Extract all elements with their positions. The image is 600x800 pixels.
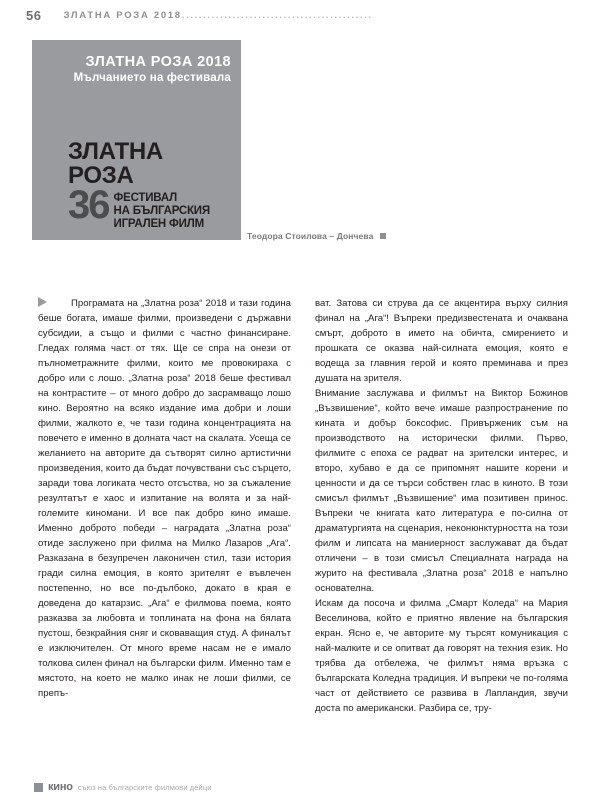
running-head bbox=[0, 0, 600, 30]
festival-poster bbox=[68, 140, 233, 231]
paragraph: Програмата на „Златна роза“ 2018 и тази година беше богата, имаше филми, произведени с държавни субсидии, а също и филми с частно финансиране. Гледах голяма част от тях. Ще се спра на онези от пълнометражните филми, които ме провокираха с добро или с лошо. „Златна роза“ 2018 беше фестивал на контрастите – от много добро до засрамващо лошо кино. Вероятно на всяко издание има добри и лоши филми, жалкото е, че тази година концентрацията на повечето е именно в долната част на скалата. Усеща се желанието на авторите да сътворят силно артистични произведения, които да бъдат почувствани със сърцето, заради това логиката често отсъства, но за съжаление резултатът е хаос и изпитание на волята и за най-големите киномани. И все пак добро кино имаше. Именно доброто победи – наградата „Златна роза“ отиде заслужено при филма на Милко Лазаров „Ага“. Разказана в безупречен лаконичен стил, тази история гради силна емоция, в която зрителят е въвлечен постепенно, но все по-дълбоко, докато в края е доведена до катарзис. „Ага“ е филмова поема, която разказва за любовта и топлината на фона на бялата пустош, безкрайния сняг и сковаващия студ. А финалът е изключителен. От много време насам не е имало толкова силен финал на български филм. Именно там е мястото, на което не малко инак не лоши филми, се препъ- bbox=[38, 298, 291, 699]
poster-line-2: НА БЪЛГАРСКИЯ bbox=[113, 204, 210, 217]
poster-edition-row bbox=[68, 183, 233, 231]
right-column bbox=[315, 296, 568, 716]
square-marker-icon bbox=[34, 783, 43, 792]
paragraph: Внимание заслужава и филмът на Виктор Божинов „Възвишение“, който вече имаше разпространение по кината и добър боксофис. Привърженик съм на производството на исторически филми. Първо, филмите с епоха се радват на зрителски интерес, и второ, хубаво е да се припомнят нашите корени и ценности и да се търси собствен глас в киното. В този смисъл филмът „Възвишение“ има позитивен принос. Въпреки че книгата като литература е по-силна от драматургията на сценария, неконюнктурността на този филм и липсата на маниерност заслужават да бъдат отличени – в този смисъл Специалната награда на журито на фестивала „Златна роза“ 2018 е напълно основателна. bbox=[315, 388, 568, 594]
footer-brand: кино bbox=[48, 781, 73, 793]
article-body bbox=[38, 296, 568, 716]
poster-edition-number: 36 bbox=[68, 183, 109, 227]
hero-subtitle: Мълчанието на фестивала bbox=[73, 72, 231, 84]
paragraph: Искам да посоча и филма „Смарт Коледа“ на Мария Веселинова, който е приятно явление на българския екран. Ясно е, че авторите му търсят комуникация с най-малките и се опитват да говорят на техния език. Но трябва да отбележа, че филмът няма връзка с българската Коледна традиция. И въпреки че по-голяма част от действието се развива в Лапландия, звучи доста по американски. Разбира се, тру- bbox=[315, 598, 568, 714]
footer-tagline: съюз на българските филмови дейци bbox=[77, 782, 212, 792]
byline bbox=[247, 231, 386, 241]
paragraph: ват. Затова си струва да се акцентира върху силния финал на „Ага“! Въпреки предизвестената и очаквана смърт, доброто в името на обичта, смирението и прошката се оказва най-силната емоция, която е водеща за главния герой и която преминава и през душата на зрителя. bbox=[315, 298, 568, 384]
hero-title: ЗЛАТНА РОЗА 2018 bbox=[85, 54, 231, 70]
page-number: 56 bbox=[26, 7, 42, 23]
square-marker-icon bbox=[380, 233, 386, 239]
left-column bbox=[38, 296, 291, 716]
hero-block bbox=[32, 40, 241, 240]
running-head-title: ЗЛАТНА РОЗА 2018............................................. bbox=[63, 9, 373, 21]
poster-subtitle-lines bbox=[114, 192, 210, 231]
triangle-bullet-icon bbox=[38, 297, 49, 308]
poster-wordmark: ЗЛАТНА РОЗА bbox=[68, 138, 163, 189]
footer bbox=[34, 781, 212, 793]
dot-leader: ............................................. bbox=[181, 9, 373, 21]
poster-line-1: ФЕСТИВАЛ bbox=[113, 192, 177, 204]
byline-author: Теодора Стоилова – Дончева bbox=[247, 231, 374, 241]
poster-line-3: ИГРАЛЕН ФИЛМ bbox=[113, 217, 204, 230]
